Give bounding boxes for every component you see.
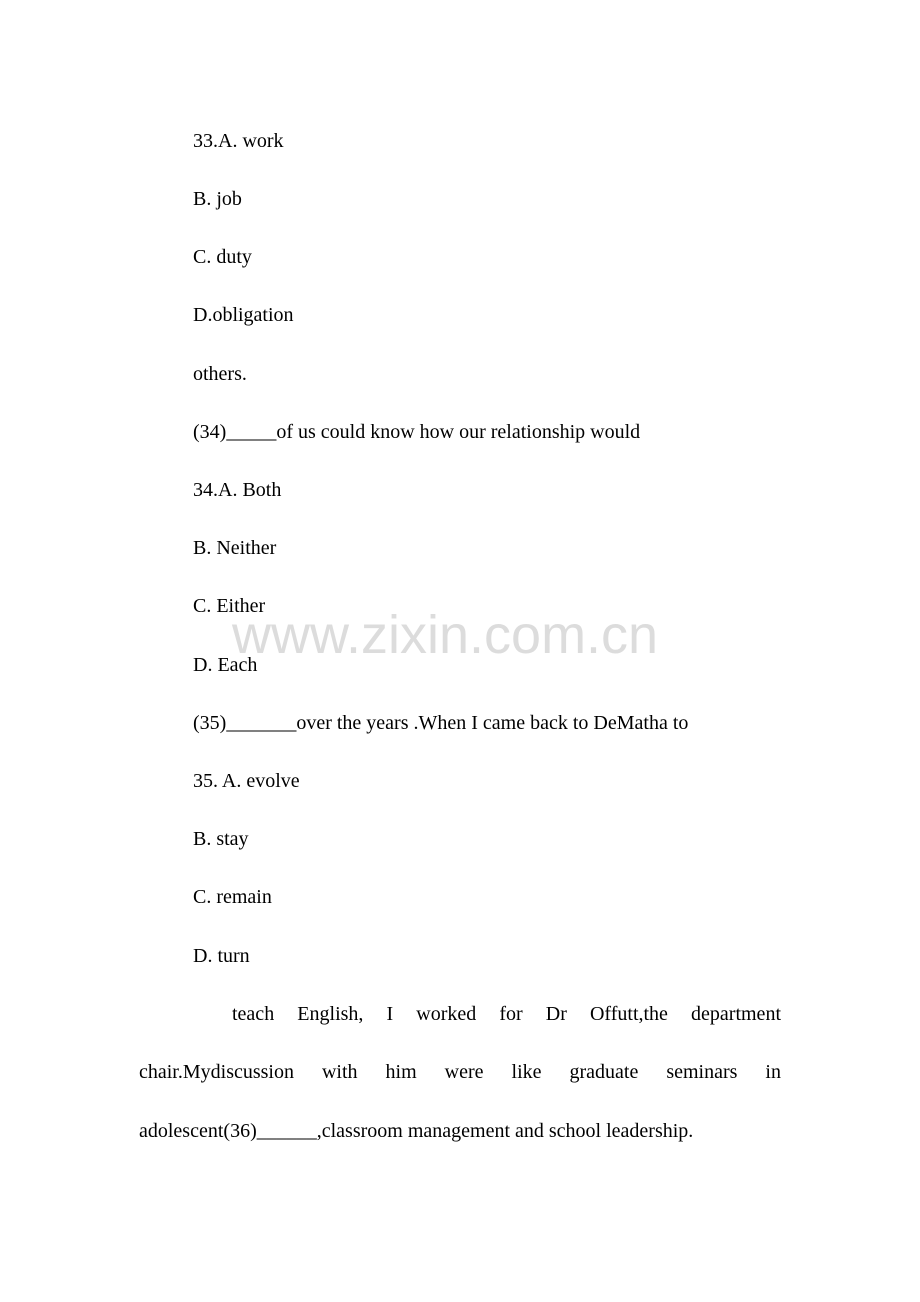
option-35a: 35. A. evolve [193, 770, 300, 792]
option-35d: D. turn [193, 945, 250, 967]
question-34-text: (34)_____of us could know how our relationship would [193, 421, 641, 443]
text-line-others: others. [193, 363, 247, 385]
option-34c: C. Either [193, 595, 266, 617]
option-34d: D. Each [193, 654, 258, 676]
option-33b: B. job [193, 188, 242, 210]
option-34a: 34.A. Both [193, 479, 282, 501]
option-35b: B. stay [193, 828, 249, 850]
question-35-text: (35)_______over the years .When I came back to DeMatha to [193, 712, 689, 734]
option-34b: B. Neither [193, 537, 277, 559]
option-33d: D.obligation [193, 304, 294, 326]
paragraph-line-2: chair.Mydiscussion with him were like graduate seminars in [139, 1061, 781, 1083]
paragraph-line-3: adolescent(36)______,classroom management and school leadership. [139, 1120, 694, 1142]
option-33c: C. duty [193, 246, 252, 268]
paragraph-line-1: teach English, I worked for Dr Offutt,the department [232, 1003, 781, 1025]
watermark-text: www.zixin.com.cn [232, 605, 659, 665]
option-35c: C. remain [193, 886, 272, 908]
option-33a: 33.A. work [193, 130, 284, 152]
